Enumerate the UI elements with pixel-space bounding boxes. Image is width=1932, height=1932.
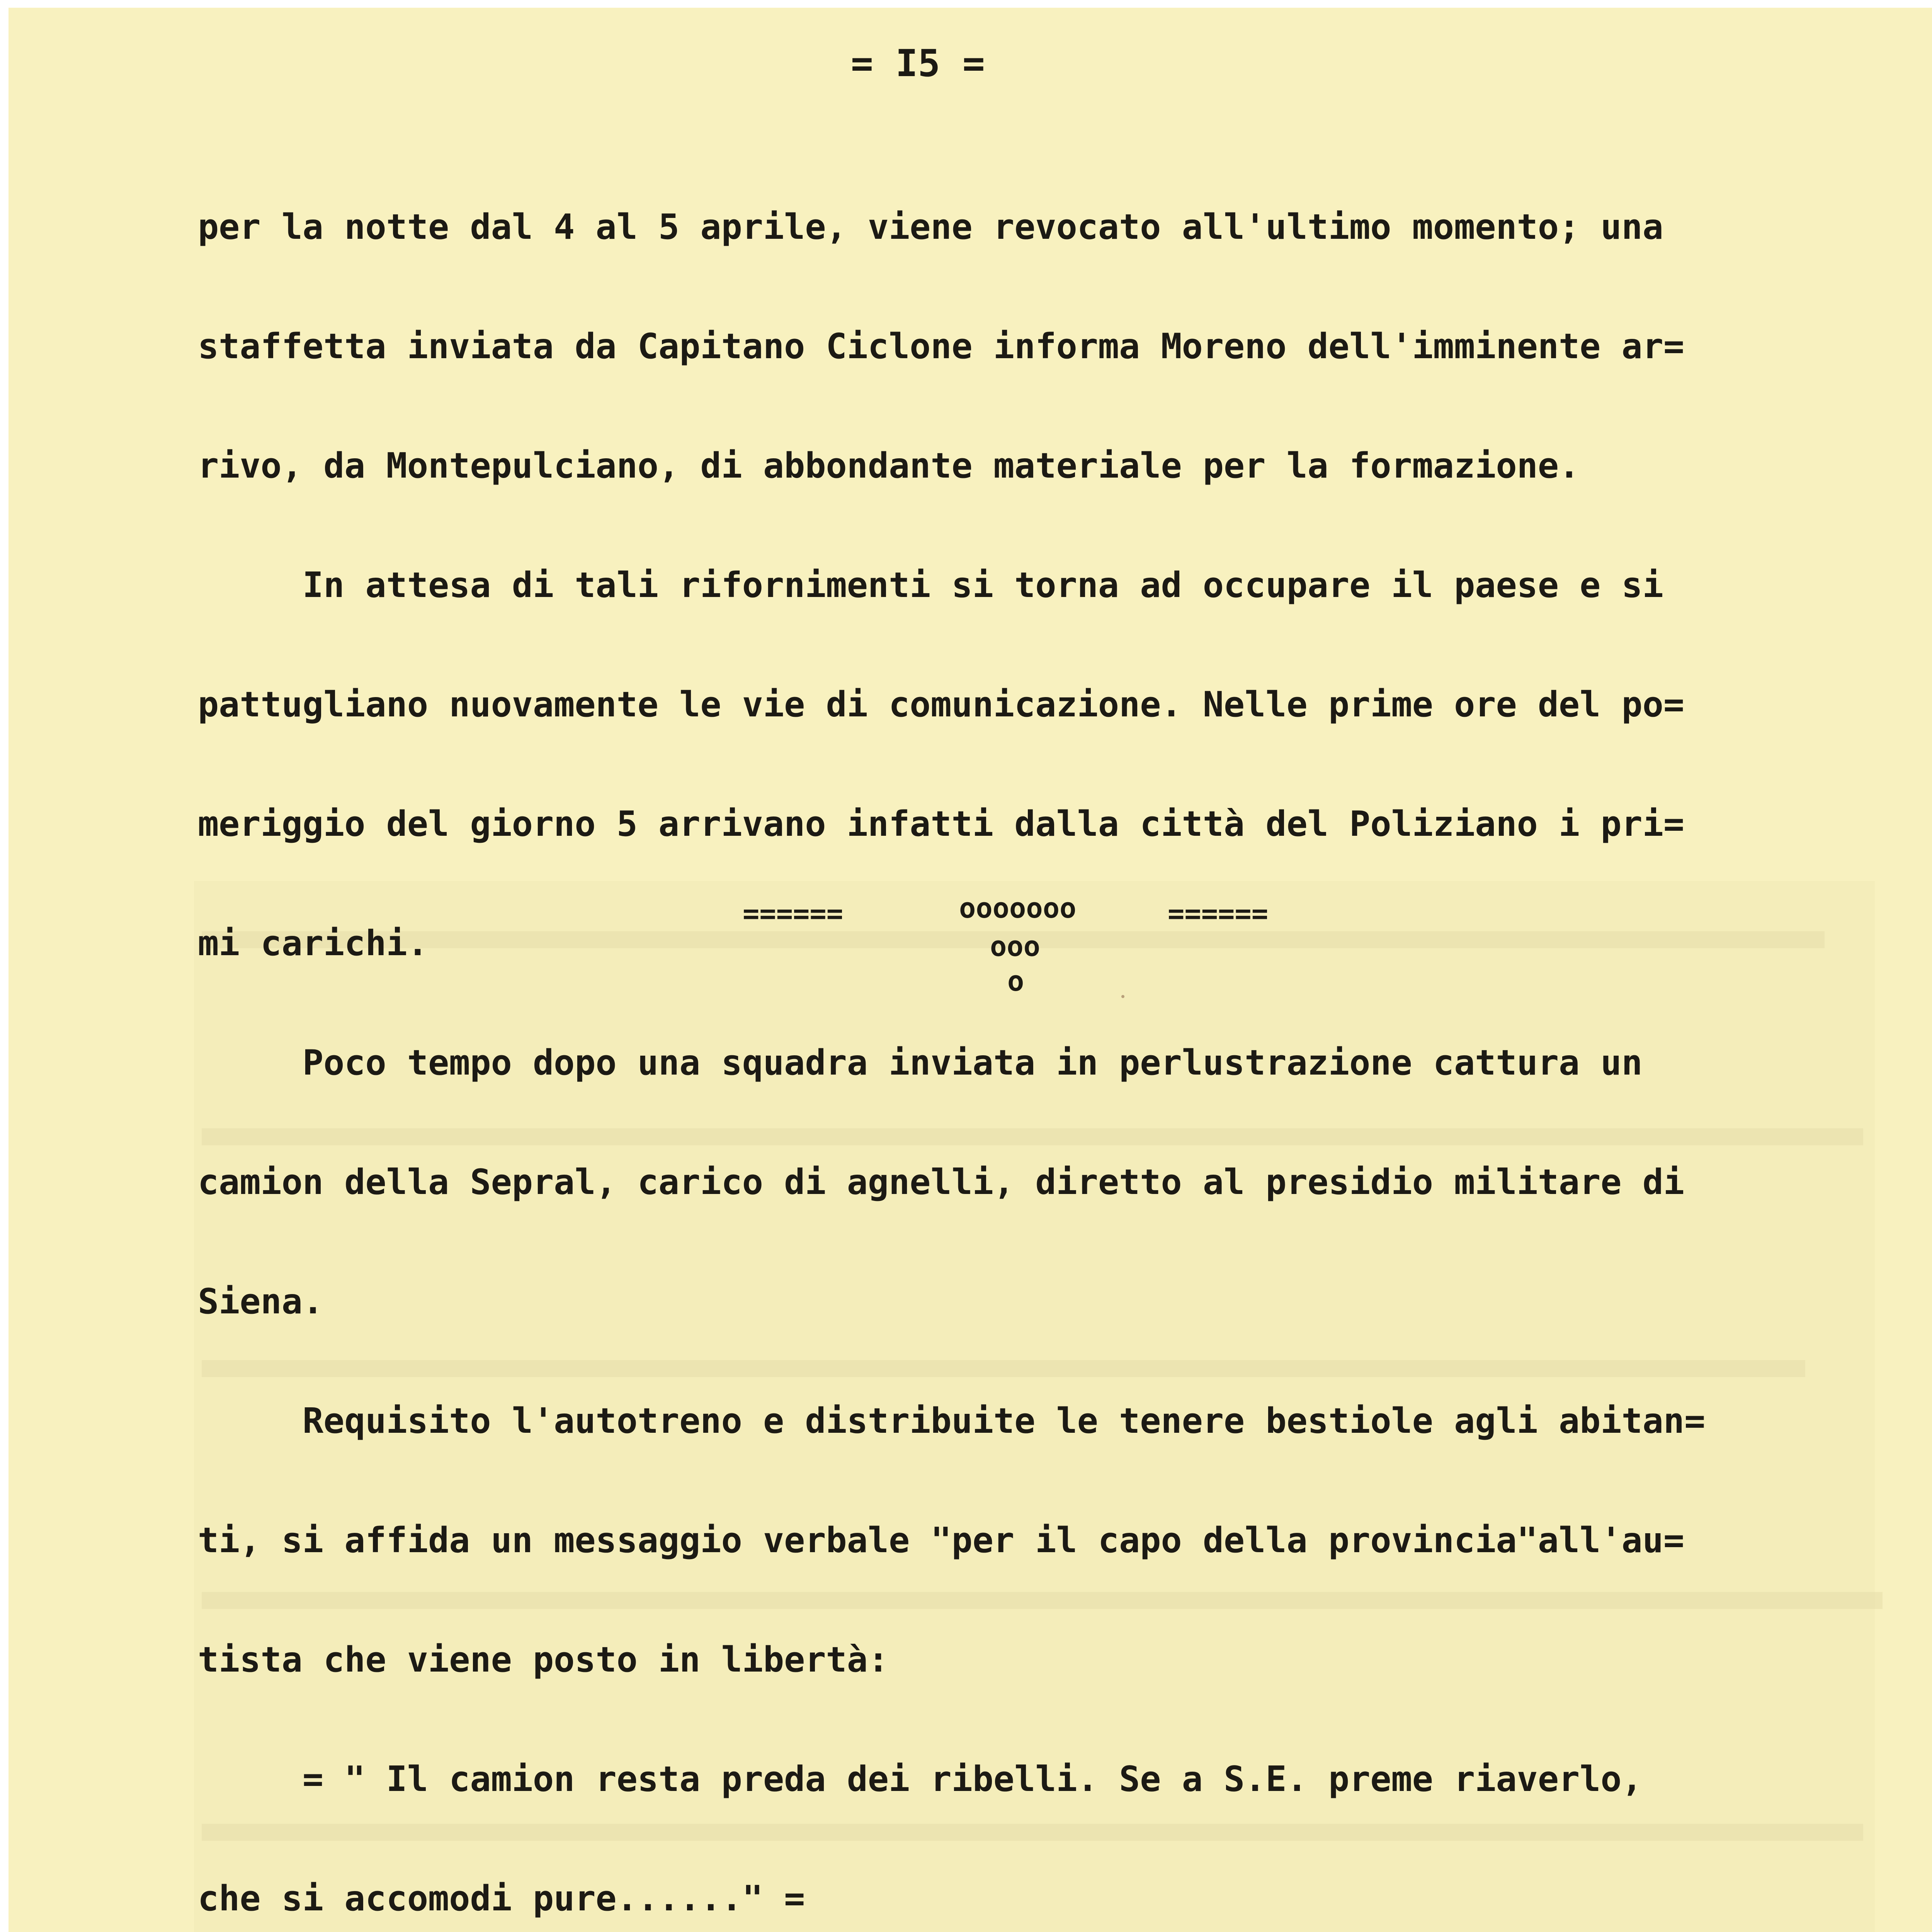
text-line: ti, si affida un messaggio verbale "per il capo della provincia"all'au= [198, 1520, 1685, 1561]
text-line: Siena. [198, 1281, 324, 1322]
text-line: che si accomodi pure......" = [198, 1878, 805, 1919]
text-line: In attesa di tali rifornimenti si torna ad occupare il paese e si [198, 565, 1663, 605]
text-line: Poco tempo dopo una squadra inviata in perlustrazione cattura un [198, 1043, 1643, 1083]
text-line: pattugliano nuovamente le vie di comunicazione. Nelle prime ore del po= [198, 684, 1685, 725]
body-text [198, 128, 1705, 1932]
text-line: tista che viene posto in libertà: [198, 1639, 889, 1680]
text-line: mi carichi. [198, 923, 429, 964]
text-line: staffetta inviata da Capitano Ciclone informa Moreno dell'imminente ar= [198, 326, 1685, 367]
ornament-rule-right: ====== [1168, 897, 1269, 930]
stray-mark [1121, 995, 1124, 998]
text-line: camion della Sepral, carico di agnelli, diretto al presidio militare di [198, 1162, 1685, 1202]
ornament-circles-row2: ooo [990, 930, 1041, 963]
page-number: = I5 = [851, 42, 985, 85]
text-line: per la notte dal 4 al 5 aprile, viene revocato all'ultimo momento; una [198, 207, 1663, 247]
ornament-circles-row3: o [1007, 965, 1024, 997]
text-line: rivo, da Montepulciano, di abbondante materiale per la formazione. [198, 446, 1580, 486]
document-page [9, 8, 1932, 1932]
ornament-rule-left: ====== [743, 897, 844, 930]
section-ornament [743, 892, 1322, 1028]
text-line: = " Il camion resta preda dei ribelli. Se a S.E. preme riaverlo, [198, 1759, 1643, 1799]
ornament-circles-row1: ooooooo [959, 892, 1077, 924]
text-line: Requisito l'autotreno e distribuite le tenere bestiole agli abitan= [198, 1401, 1706, 1441]
text-line: meriggio del giorno 5 arrivano infatti dalla città del Poliziano i pri= [198, 804, 1685, 844]
